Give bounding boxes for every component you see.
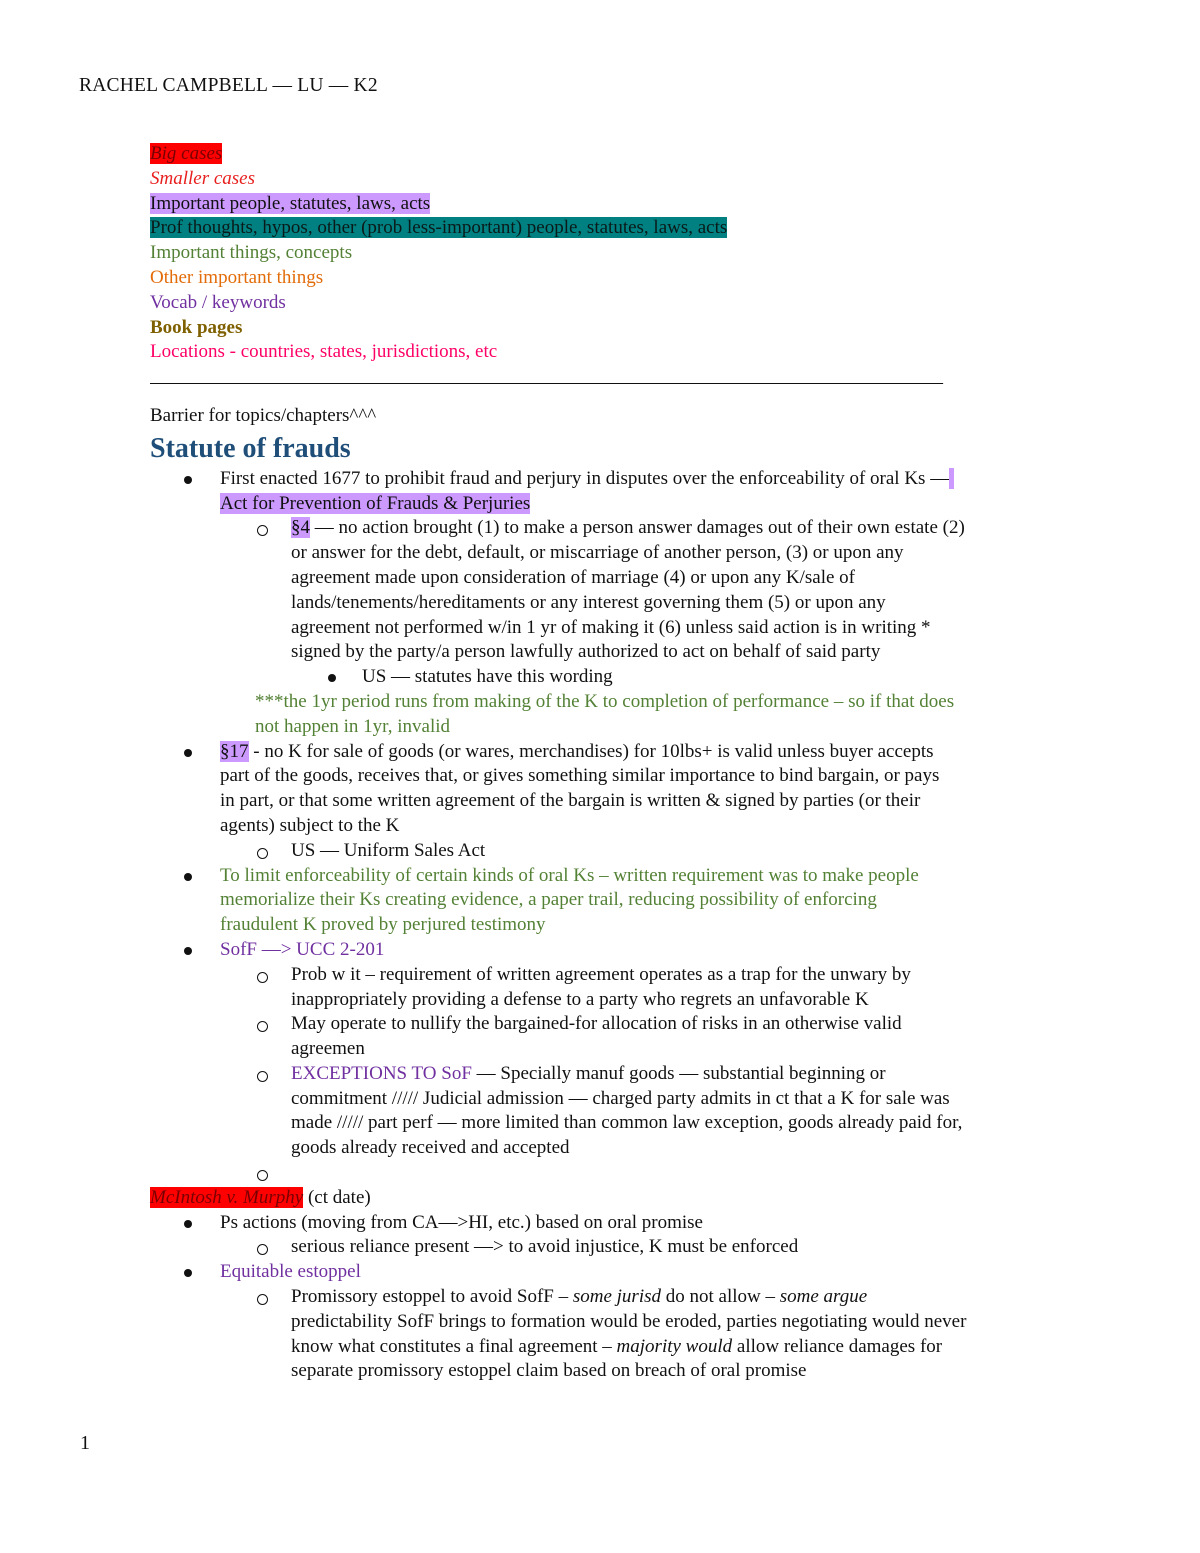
pe-a4: some argue: [779, 1286, 868, 1308]
legend-important-things: Important things, concepts: [150, 242, 353, 264]
list-item-ucc-exceptions: [150, 1062, 1070, 1161]
list-item-first-enacted: [150, 467, 1070, 517]
document-body: [150, 142, 1070, 1384]
bullet-icon: [184, 1211, 192, 1236]
limit-line-1: To limit enforceability of certain kinds of oral Ks – written requirement was to make people: [220, 864, 919, 886]
one-year-note-line-2: not happen in 1yr, invalid: [255, 715, 451, 737]
pe-c1: know what constitutes a final agreement –: [291, 1335, 617, 1357]
list-item-reliance: [150, 1235, 1070, 1260]
s4-line-2: or answer for the debt, default, or miscarriage of another person, (3) or upon any: [291, 542, 904, 564]
bullet-icon: [328, 665, 336, 690]
pe-c3: allow reliance damages for: [732, 1335, 943, 1357]
list-item-ucc-nullify: [150, 1012, 1070, 1062]
list-item-equitable-estoppel: [150, 1260, 1070, 1285]
circle-bullet-icon: [257, 963, 268, 991]
section-17-tag: §17: [220, 740, 249, 762]
list-item-limit: [150, 864, 1070, 938]
document-header: RACHEL CAMPBELL — LU — K2: [79, 75, 378, 96]
s17-line-1: - no K for sale of goods (or wares, merchandises) for 10lbs+ is valid unless buyer accepts: [248, 740, 934, 762]
section-4-tag: §4: [291, 517, 310, 539]
circle-bullet-icon: [257, 839, 268, 867]
legend-smaller-cases: [150, 167, 1070, 192]
exceptions-label: EXCEPTIONS TO SoF: [291, 1062, 472, 1084]
legend-vocab: Vocab / keywords: [150, 291, 286, 313]
legend-prof-thoughts: [150, 216, 1070, 241]
s4-us-text: US — statutes have this wording: [362, 666, 613, 688]
pe-c2: majority would: [616, 1335, 733, 1357]
ucc-p1-line-2: inappropriately providing a defense to a party who regrets an unfavorable K: [291, 988, 869, 1010]
circle-bullet-icon: [257, 516, 268, 544]
circle-bullet-icon: [257, 1235, 268, 1263]
legend-big-cases: [150, 142, 1070, 167]
barrier-note: Barrier for topics/chapters^^^: [150, 404, 377, 426]
s4-line-6: signed by the party/a person lawfully authorized to act on behalf of said party: [291, 641, 881, 663]
one-year-note-line-1: ***the 1yr period runs from making of the K to completion of performance – so if that does: [255, 690, 955, 712]
legend-big-cases-text: Big cases: [150, 143, 223, 164]
ucc-p2-line-2: agreemen: [291, 1038, 365, 1060]
exc-line-3: made ///// part perf — more limited than common law exception, goods already paid for,: [291, 1112, 963, 1134]
list-item-section-17: [150, 740, 1070, 839]
ucc-title: SofF —> UCC 2-201: [220, 938, 385, 960]
exc-line-2: commitment ///// Judicial admission — charged party admits in ct that a K for sale was: [291, 1087, 950, 1109]
bullet-icon: [184, 1260, 192, 1285]
circle-bullet-icon: [257, 1161, 268, 1189]
pe-a1: Promissory estoppel to avoid SofF –: [291, 1286, 573, 1308]
limit-line-3: fraudulent K proved by perjured testimony: [220, 914, 546, 936]
exc-line-4: goods already received and accepted: [291, 1137, 570, 1159]
ucc-p2-line-1: May operate to nullify the bargained-for allocation of risks in an otherwise valid: [291, 1013, 902, 1035]
bullet-icon: [184, 740, 192, 765]
legend-important-people: [150, 192, 1070, 217]
pe-a2: some jurisd: [572, 1286, 661, 1308]
s17-us-text: US — Uniform Sales Act: [291, 839, 486, 861]
pe-a3: do not allow –: [661, 1286, 780, 1308]
pe-b: predictability SofF brings to formation would be eroded, parties negotiating would never: [291, 1310, 967, 1332]
bullet-icon: [184, 864, 192, 889]
legend-important-people-text: Important people, statutes, laws, acts: [150, 192, 431, 214]
list-item-ucc: [150, 938, 1070, 963]
limit-line-2: memorialize their Ks creating evidence, a paper trail, reducing possibility of enforcing: [220, 889, 877, 911]
list-item-s4-us: [150, 665, 1070, 690]
s4-line-4: lands/tenements/hereditaments or any interest governing them (5) or upon any: [291, 591, 886, 613]
legend-other-things: Other important things: [150, 266, 324, 288]
ucc-p1-line-1: Prob w it – requirement of written agreement operates as a trap for the unwary by: [291, 963, 911, 985]
one-year-note: [150, 690, 1070, 740]
circle-bullet-icon: [257, 1062, 268, 1090]
exc-line-1: — Specially manuf goods — substantial beginning or: [471, 1062, 886, 1084]
divider-rule: ————————————————————————————————————————————: [150, 372, 942, 394]
circle-bullet-icon: [257, 1012, 268, 1040]
list-item-empty: [150, 1161, 1070, 1186]
s17-line-4: agents) subject to the K: [220, 814, 400, 836]
list-item-ucc-problem: [150, 963, 1070, 1013]
legend-smaller-cases-text: Smaller cases: [150, 167, 256, 189]
list-item-section-4: [150, 516, 1070, 665]
bullet-icon: [184, 938, 192, 963]
list-item-ps-actions: [150, 1211, 1070, 1236]
case-b1-text: Ps actions (moving from CA—>HI, etc.) based on oral promise: [220, 1211, 703, 1233]
list-item-s17-us: [150, 839, 1070, 864]
b1-text-a: First enacted 1677 to prohibit fraud and perjury in disputes over the enforceability of oral Ks —: [220, 467, 950, 489]
s17-line-3: in part, or that some written agreement of the bargain is written & signed by parties (or their: [220, 790, 921, 812]
s4-line-3: agreement made upon consideration of marriage (4) or upon any K/sale of: [291, 566, 855, 588]
act-prevention-frauds: Act for Prevention of Frauds & Perjuries: [220, 492, 531, 514]
circle-bullet-icon: [257, 1285, 268, 1313]
legend-locations: Locations - countries, states, jurisdictions, etc: [150, 341, 498, 363]
s4-line-1: — no action brought (1) to make a person answer damages out of their own estate (2): [310, 517, 965, 539]
bullet-icon: [184, 467, 192, 492]
case-name: McIntosh v. Murphy: [150, 1186, 304, 1208]
case-heading: [150, 1186, 1070, 1211]
case-b1s-text: serious reliance present —> to avoid injustice, K must be enforced: [291, 1236, 799, 1258]
pe-d: separate promissory estoppel claim based on breach of oral promise: [291, 1360, 807, 1382]
legend-book-pages: Book pages: [150, 316, 243, 338]
legend-prof-thoughts-text: Prof thoughts, hypos, other (prob less-important) people, statutes, laws, acts: [150, 217, 728, 239]
list-item-promissory-estoppel: [150, 1285, 1070, 1384]
case-date: (ct date): [303, 1186, 371, 1208]
page-number: 1: [80, 1432, 90, 1454]
s4-line-5: agreement not performed w/in 1 yr of making it (6) unless said action is in writing *: [291, 616, 931, 638]
case-b2-text: Equitable estoppel: [220, 1261, 361, 1283]
s17-line-2: part of the goods, receives that, or gives something similar importance to bind bargain, or pays: [220, 765, 940, 787]
section-heading: Statute of frauds: [150, 432, 351, 464]
